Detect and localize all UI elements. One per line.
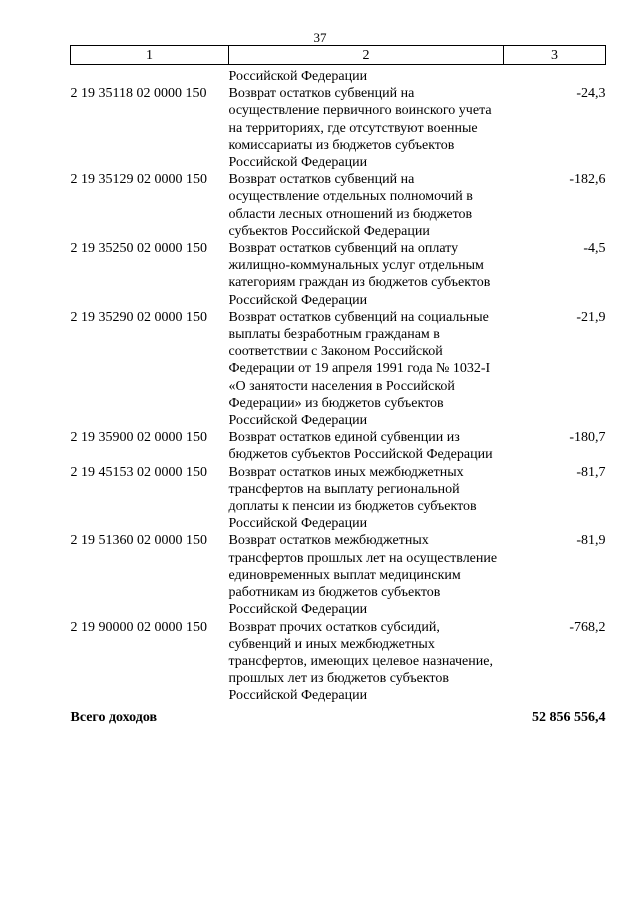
item-name: Возврат остатков субвенций на осуществление отдельных полномочий в области лесных отношений из бюджетов субъектов Российской Федерации [228, 172, 473, 239]
column-header-row [71, 46, 606, 65]
item-name: Возврат остатков субвенций на оплату жилищно-коммунальных услуг отдельным категориям граждан из бюджетов субъектов Российской Федерации [228, 241, 491, 308]
table-row [71, 240, 606, 309]
item-amount: -4,5 [583, 241, 606, 257]
column-header-3: 3 [504, 46, 606, 65]
column-header-2: 2 [229, 46, 504, 65]
table-row [71, 85, 606, 171]
item-amount: -24,3 [576, 86, 606, 102]
item-amount: -21,9 [576, 309, 606, 325]
table-row [71, 429, 606, 463]
item-name: Возврат остатков субвенций на осуществление первичного воинского учета на территориях, где отсутствуют военные комиссариаты из бюджетов субъектов Российской Федерации [228, 86, 492, 171]
item-name: Возврат прочих остатков субсидий, субвенций и иных межбюджетных трансфертов, имеющих целевое назначение, прошлых лет из бюджетов субъектов Российской Федерации [228, 619, 493, 704]
revenue-table [70, 45, 606, 726]
table-row [71, 309, 606, 429]
total-amount: 52 856 556,4 [532, 709, 606, 725]
item-name: Возврат остатков иных межбюджетных трансфертов на выплату региональной доплаты к пенсии из бюджетов субъектов Российской Федерации [228, 464, 477, 532]
table-row [71, 619, 606, 705]
item-name: Возврат остатков межбюджетных трансфертов прошлых лет на осуществление единовременных выплат медицинским работникам из бюджетов субъектов Российской Федерации [228, 533, 498, 618]
table-row [71, 171, 606, 240]
item-amount: -768,2 [569, 619, 606, 635]
item-amount: -81,7 [576, 464, 606, 480]
budget-code: 2 19 45153 02 0000 150 [70, 464, 207, 480]
budget-code: 2 19 51360 02 0000 150 [70, 533, 207, 549]
column-header-1: 1 [71, 46, 229, 65]
budget-code: 2 19 35900 02 0000 150 [70, 430, 207, 446]
item-name: Возврат остатков субвенций на социальные выплаты безработным гражданам в соответствии с Законом Российской Федерации от 19 апреля 1991 года № 1032-I «О занятости населения в Российской Федерации» из бюджетов субъектов Российской Федерации [228, 309, 491, 429]
continuation-row [71, 65, 606, 86]
continuation-text: Российской Федерации [228, 69, 368, 84]
budget-code: 2 19 35250 02 0000 150 [70, 241, 207, 257]
total-label: Всего доходов [70, 709, 158, 725]
total-row [71, 705, 606, 726]
item-name: Возврат остатков единой субвенции из бюджетов субъектов Российской Федерации [228, 430, 493, 463]
table-row [71, 464, 606, 533]
item-amount: -182,6 [569, 172, 606, 188]
page-number: 37 [313, 30, 327, 45]
table-row [71, 532, 606, 618]
budget-code: 2 19 35118 02 0000 150 [70, 86, 207, 102]
item-amount: -180,7 [569, 430, 606, 446]
item-amount: -81,9 [576, 533, 606, 549]
budget-code: 2 19 35290 02 0000 150 [70, 309, 207, 325]
budget-code: 2 19 90000 02 0000 150 [70, 619, 207, 635]
budget-code: 2 19 35129 02 0000 150 [70, 172, 207, 188]
